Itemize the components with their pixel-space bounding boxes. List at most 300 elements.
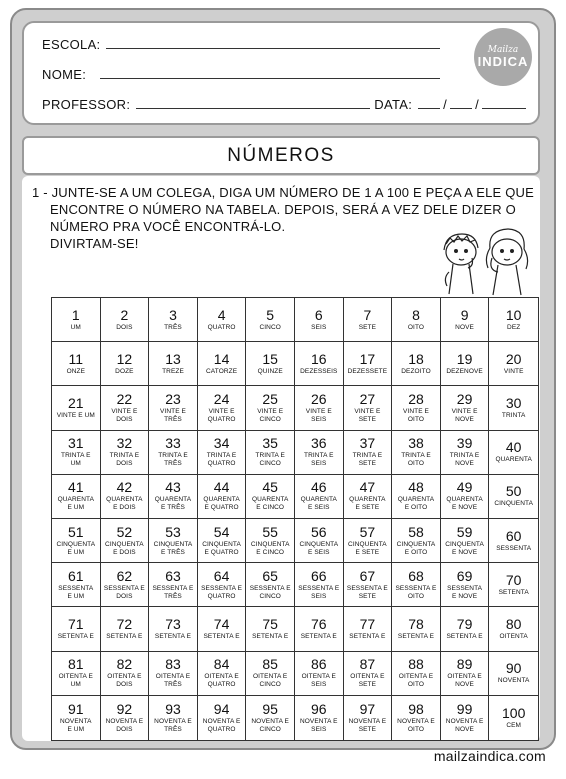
number-cell[interactable] [392,696,441,740]
number-digit: 51 [68,523,84,540]
number-cell[interactable] [52,475,101,519]
number-cell[interactable] [101,519,150,563]
name-field[interactable] [100,77,440,79]
number-word: TRINTA E TRÊS [158,452,188,468]
number-digit: 15 [262,350,278,367]
number-cell[interactable] [441,475,490,519]
number-word: SETENTA E [349,632,386,640]
number-digit: 94 [213,700,230,717]
number-word: VINTE E TRÊS [160,407,186,423]
number-word: CINQUENTA E OITO [396,540,436,556]
number-cell[interactable] [441,431,490,475]
number-digit: 100 [502,704,526,721]
number-digit: 70 [505,571,522,588]
number-cell[interactable] [246,431,295,475]
date-label: DATA: [374,97,413,112]
number-cell[interactable] [489,475,538,519]
number-digit: 74 [213,615,230,632]
number-digit: 16 [311,350,327,367]
number-word: TRINTA E SETE [352,452,383,468]
site-url: mailzaindica.com [433,748,546,764]
number-cell[interactable] [246,607,295,651]
number-word: QUARENTA E NOVE [446,496,483,512]
number-digit: 50 [505,483,522,500]
number-digit: 57 [359,523,376,540]
number-cell[interactable] [52,519,101,563]
number-cell[interactable] [52,431,101,475]
number-cell[interactable] [344,652,393,696]
number-cell[interactable] [489,519,538,563]
number-digit: 14 [213,350,230,367]
name-label: NOME: [42,67,87,82]
number-cell[interactable] [441,563,490,607]
number-digit: 19 [456,350,473,367]
number-word: SESSENTA E TRÊS [152,584,194,600]
number-cell[interactable] [198,696,247,740]
number-cell[interactable] [198,607,247,651]
number-word: OITENTA E NOVE [447,673,482,689]
number-cell[interactable] [149,431,198,475]
number-digit: 12 [116,350,133,367]
number-cell[interactable] [489,607,538,651]
number-word: NOVENTA E OITO [397,717,435,733]
number-cell[interactable] [489,431,538,475]
number-cell[interactable] [101,607,150,651]
number-cell[interactable] [246,475,295,519]
number-cell[interactable] [149,342,198,386]
number-cell[interactable] [101,431,150,475]
number-digit: 98 [408,700,424,717]
number-cell[interactable] [246,519,295,563]
logo-line-2: INDICA [477,54,529,69]
number-digit: 53 [165,523,181,540]
number-word: OITENTA E SEIS [301,673,336,689]
number-digit: 30 [505,394,522,411]
number-word: SETENTA E [106,632,143,640]
date-year-field[interactable] [482,108,526,109]
number-cell[interactable] [392,475,441,519]
number-digit: 85 [262,656,278,673]
number-word: CEM [506,721,522,729]
children-illustration [432,220,532,296]
number-digit: 66 [311,567,327,584]
number-digit: 2 [120,306,129,323]
number-cell[interactable] [52,298,101,342]
number-word: OITENTA E CINCO [253,673,288,689]
number-word: DOZE [115,367,134,375]
number-cell[interactable] [198,652,247,696]
number-word: NOVENTA E QUATRO [202,717,241,733]
number-digit: 72 [116,615,133,632]
number-digit: 73 [165,615,181,632]
number-word: UM [70,323,81,331]
number-word: DEZ [507,323,521,331]
number-cell[interactable] [489,563,538,607]
number-digit: 80 [505,615,522,632]
number-cell[interactable] [246,563,295,607]
number-digit: 78 [408,615,424,632]
number-digit: 91 [68,700,84,717]
number-word: QUARENTA E SETE [349,496,386,512]
content-area [22,176,540,741]
number-digit: 77 [359,615,376,632]
number-cell[interactable] [344,431,393,475]
number-cell[interactable] [52,342,101,386]
number-cell[interactable] [246,652,295,696]
number-digit: 37 [359,435,376,452]
number-digit: 67 [359,567,376,584]
number-cell[interactable] [441,696,490,740]
number-cell[interactable] [344,696,393,740]
number-word: TRINTA [501,411,526,419]
number-word: SETENTA E [446,632,483,640]
number-cell[interactable] [149,652,198,696]
number-digit: 62 [116,567,133,584]
number-cell[interactable] [52,563,101,607]
number-cell[interactable] [198,298,247,342]
mailza-indica-logo [474,28,532,86]
number-digit: 99 [456,700,473,717]
number-digit: 44 [213,479,230,496]
number-digit: 6 [314,306,323,323]
number-word: OITENTA E TRÊS [155,673,191,689]
logo-line-1: Mailza [487,45,519,55]
number-digit: 47 [359,479,376,496]
number-cell[interactable] [441,298,490,342]
number-cell[interactable] [101,563,150,607]
number-digit: 82 [116,656,133,673]
number-word: SETENTA E [57,632,94,640]
number-cell[interactable] [344,342,393,386]
number-cell[interactable] [295,386,344,430]
page-title: NÚMEROS [227,144,335,166]
date-separator: / [443,97,448,112]
number-digit: 88 [408,656,424,673]
number-word: TRÊS [164,323,182,331]
number-word: NOVENTA E DOIS [105,717,144,733]
number-word: VINTE E OITO [403,407,429,423]
number-digit: 20 [505,350,522,367]
number-word: DEZESSEIS [300,367,338,375]
number-word: VINTE [503,367,524,375]
number-cell[interactable] [441,386,490,430]
number-digit: 27 [359,390,376,407]
number-word: QUATRO [207,323,236,331]
number-cell[interactable] [295,607,344,651]
number-word: QUARENTA E DOIS [106,496,143,512]
number-digit: 34 [213,435,230,452]
number-word: QUARENTA E QUATRO [203,496,240,512]
number-digit: 48 [408,479,424,496]
number-word: CATORZE [206,367,238,375]
number-cell[interactable] [392,519,441,563]
number-digit: 59 [456,523,473,540]
number-word: SESSENTA E SEIS [298,584,340,600]
number-word: NOVENTA E CINCO [251,717,289,733]
number-word: QUARENTA E TRÊS [154,496,192,512]
number-cell[interactable] [295,342,344,386]
number-word: OITENTA E UM [58,673,93,689]
number-cell[interactable] [149,298,198,342]
number-word: DEZENOVE [446,367,483,375]
number-word: QUARENTA E OITO [397,496,435,512]
number-cell[interactable] [392,386,441,430]
number-cell[interactable] [52,607,101,651]
number-cell[interactable] [344,563,393,607]
number-digit: 55 [262,523,278,540]
number-digit: 96 [311,700,327,717]
date-month-field[interactable] [450,108,472,109]
number-digit: 89 [456,656,473,673]
number-word: DOIS [116,323,133,331]
number-digit: 32 [116,435,133,452]
number-digit: 36 [311,435,327,452]
number-cell[interactable] [344,607,393,651]
number-digit: 3 [169,306,177,323]
number-cell[interactable] [489,298,538,342]
number-word: SEIS [311,323,327,331]
number-word: OITENTA E SETE [350,673,385,689]
number-word: CINQUENTA E TRÊS [153,540,193,556]
number-cell[interactable] [149,563,198,607]
number-cell[interactable] [344,475,393,519]
number-digit: 97 [359,700,376,717]
number-digit: 39 [456,435,473,452]
number-digit: 56 [311,523,327,540]
number-word: QUARENTA E CINCO [251,496,289,512]
number-cell[interactable] [149,607,198,651]
number-cell[interactable] [489,386,538,430]
number-word: QUARENTA E UM [57,496,95,512]
number-word: SESSENTA E OITO [395,584,437,600]
number-cell[interactable] [392,652,441,696]
number-digit: 45 [262,479,278,496]
number-word: VINTE E UM [56,411,95,419]
number-cell[interactable] [295,519,344,563]
number-cell[interactable] [198,431,247,475]
date-separator: / [475,97,479,112]
number-word: SETE [358,323,377,331]
number-cell[interactable] [344,298,393,342]
instruction-line: NÚMERO PRA VOCÊ ENCONTRÁ-LO. [50,219,286,234]
number-cell[interactable] [246,696,295,740]
number-digit: 7 [363,306,372,323]
number-digit: 38 [408,435,424,452]
number-digit: 81 [68,656,84,673]
number-digit: 49 [456,479,473,496]
number-word: VINTE E SEIS [305,407,332,423]
number-cell[interactable] [295,431,344,475]
number-word: CINQUENTA E NOVE [445,540,484,556]
teacher-label: PROFESSOR: [42,97,131,112]
number-cell[interactable] [295,652,344,696]
number-digit: 79 [456,615,473,632]
name-row [42,67,440,82]
number-cell[interactable] [149,519,198,563]
number-word: SESSENTA E UM [58,584,94,600]
number-word: SETENTA [498,588,529,596]
number-digit: 76 [311,615,327,632]
number-word: QUINZE [257,367,283,375]
number-word: TRINTA E NOVE [449,452,480,468]
school-row [42,37,440,52]
teacher-field[interactable] [136,107,370,109]
number-cell[interactable] [101,475,150,519]
number-digit: 65 [262,567,278,584]
number-word: VINTE E SETE [354,407,381,423]
number-cell[interactable] [246,298,295,342]
number-word: CINQUENTA E CINCO [250,540,290,556]
number-digit: 69 [456,567,473,584]
number-word: QUARENTA [495,456,532,464]
number-word: TRINTA E QUATRO [206,452,237,468]
number-word: TRINTA E UM [61,452,91,468]
number-digit: 21 [68,394,84,411]
number-cell[interactable] [489,696,538,740]
number-cell[interactable] [295,563,344,607]
number-digit: 83 [165,656,181,673]
number-word: ONZE [66,367,86,375]
number-digit: 60 [505,527,522,544]
number-word: CINQUENTA E UM [56,540,96,556]
number-cell[interactable] [489,652,538,696]
number-cell[interactable] [246,386,295,430]
number-digit: 68 [408,567,424,584]
number-cell[interactable] [392,342,441,386]
number-cell[interactable] [392,298,441,342]
number-cell[interactable] [441,652,490,696]
number-cell[interactable] [101,696,150,740]
number-cell[interactable] [246,342,295,386]
number-word: CINQUENTA [494,500,534,508]
number-word: OITENTA E QUATRO [204,673,239,689]
number-digit: 92 [116,700,133,717]
number-digit: 42 [116,479,133,496]
number-cell[interactable] [198,342,247,386]
number-digit: 17 [359,350,376,367]
number-cell[interactable] [149,475,198,519]
number-word: VINTE E QUATRO [207,407,236,423]
instruction-line: 1 - JUNTE-SE A UM COLEGA, DIGA UM NÚMERO DE 1 A 100 E PEÇA A ELE QUE [32,185,534,200]
number-digit: 10 [505,306,522,323]
number-word: SETENTA E [154,632,192,640]
number-cell[interactable] [101,652,150,696]
number-word: OITO [407,323,425,331]
number-word: SETENTA E [300,632,337,640]
number-cell[interactable] [441,607,490,651]
number-digit: 28 [408,390,424,407]
number-digit: 35 [262,435,278,452]
instruction-line: DIVIRTAM-SE! [50,236,139,251]
number-digit: 24 [213,390,230,407]
number-word: CINQUENTA E SETE [348,540,387,556]
number-word: CINQUENTA E SEIS [299,540,339,556]
number-cell[interactable] [101,298,150,342]
number-word: DEZESSETE [347,367,388,375]
number-cell[interactable] [392,607,441,651]
number-word: SESSENTA E NOVE [447,584,483,600]
number-digit: 95 [262,700,278,717]
number-word: SESSENTA E DOIS [103,584,145,600]
number-word: OITENTA E OITO [398,673,434,689]
number-cell[interactable] [52,652,101,696]
number-digit: 90 [505,660,522,677]
number-cell[interactable] [344,519,393,563]
number-cell[interactable] [198,386,247,430]
number-word: VINTE E DOIS [111,407,138,423]
number-digit: 52 [116,523,133,540]
number-digit: 54 [213,523,230,540]
number-cell[interactable] [198,519,247,563]
number-word: NOVENTA [497,677,530,685]
instruction-line: ENCONTRE O NÚMERO NA TABELA. DEPOIS, SERÁ A VEZ DELE DIZER O [50,202,516,217]
number-table [51,297,539,741]
number-digit: 1 [71,306,80,323]
school-label: ESCOLA: [42,37,101,52]
number-digit: 71 [68,615,84,632]
number-cell[interactable] [295,696,344,740]
number-digit: 26 [311,390,327,407]
number-digit: 87 [359,656,376,673]
number-digit: 5 [266,306,275,323]
number-word: QUARENTA E SEIS [300,496,337,512]
number-digit: 84 [213,656,230,673]
number-cell[interactable] [101,342,150,386]
number-cell[interactable] [344,386,393,430]
number-cell[interactable] [441,342,490,386]
number-word: SESSENTA E SETE [346,584,388,600]
number-word: OITENTA E DOIS [107,673,142,689]
number-cell[interactable] [198,563,247,607]
number-digit: 86 [311,656,327,673]
teacher-row [42,97,526,112]
number-cell[interactable] [295,298,344,342]
number-word: SETENTA E [252,632,289,640]
number-word: NOVENTA E SETE [348,717,387,733]
number-digit: 93 [165,700,181,717]
number-cell[interactable] [489,342,538,386]
number-word: CINQUENTA E DOIS [105,540,144,556]
number-digit: 11 [68,350,84,367]
number-word: NOVENTA E NOVE [445,717,484,733]
school-field[interactable] [106,47,440,49]
number-word: NOVENTA E SEIS [299,717,338,733]
number-cell[interactable] [52,386,101,430]
number-digit: 46 [311,479,327,496]
number-digit: 33 [165,435,181,452]
number-cell[interactable] [101,386,150,430]
date-day-field[interactable] [418,108,440,109]
number-cell[interactable] [198,475,247,519]
number-cell[interactable] [441,519,490,563]
number-cell[interactable] [149,386,198,430]
number-cell[interactable] [392,431,441,475]
number-word: TRINTA E OITO [401,452,431,468]
number-digit: 22 [116,390,133,407]
number-cell[interactable] [52,696,101,740]
number-word: TRINTA E SEIS [304,452,334,468]
title-box [22,136,540,175]
number-digit: 63 [165,567,181,584]
number-cell[interactable] [149,696,198,740]
number-digit: 23 [165,390,181,407]
number-cell[interactable] [295,475,344,519]
number-cell[interactable] [392,563,441,607]
number-word: NOVENTA E UM [59,717,92,733]
number-digit: 75 [262,615,278,632]
number-digit: 61 [68,567,84,584]
number-word: VINTE E CINCO [257,407,284,423]
